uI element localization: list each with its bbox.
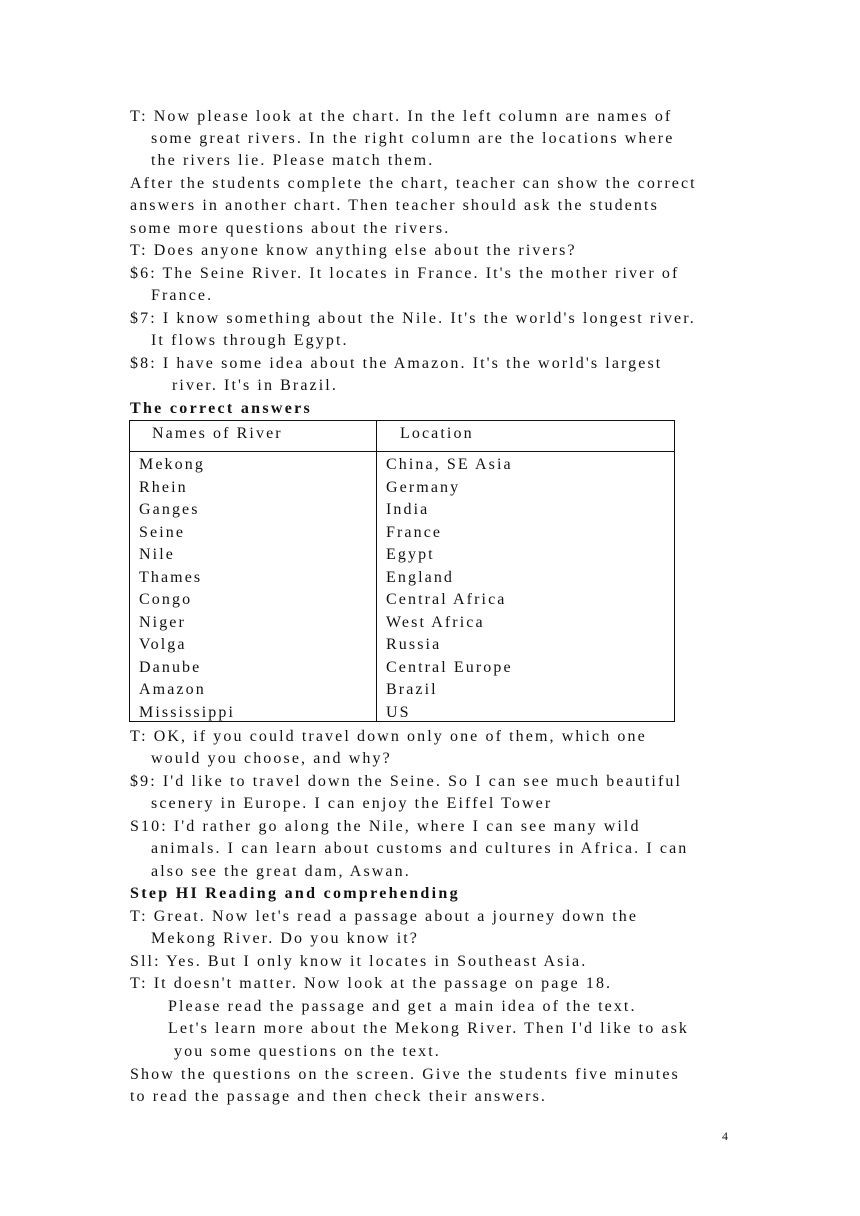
table-cell-river: Seine xyxy=(139,524,186,541)
table-cell-river: Niger xyxy=(139,614,186,631)
text-line: T: OK, if you could travel down only one of them, which one xyxy=(130,728,647,745)
table-cell-river: Rhein xyxy=(139,479,188,496)
text-line: Let's learn more about the Mekong River. Then I'd like to ask xyxy=(168,1020,690,1037)
table-cell-river: Thames xyxy=(139,569,203,586)
text-line: the rivers lie. Please match them. xyxy=(151,152,435,169)
text-line: $8: I have some idea about the Amazon. It's the world's largest xyxy=(130,355,663,372)
text-line: T: Now please look at the chart. In the left column are names of xyxy=(130,108,673,125)
text-line: Please read the passage and get a main idea of the text. xyxy=(168,998,637,1015)
table-cell-location: Central Africa xyxy=(386,591,507,608)
text-line: Show the questions on the screen. Give the students five minutes xyxy=(130,1066,680,1083)
table-cell-river: Amazon xyxy=(139,681,206,698)
text-line: you some questions on the text. xyxy=(174,1043,441,1060)
table-cell-location: Germany xyxy=(386,479,461,496)
table-cell-river: Danube xyxy=(139,659,202,676)
table-header-location: Location xyxy=(400,425,474,442)
text-line: scenery in Europe. I can enjoy the Eiffel Tower xyxy=(151,795,553,812)
text-line: $7: I know something about the Nile. It's the world's longest river. xyxy=(130,310,696,327)
text-line: some great rivers. In the right column are the locations where xyxy=(151,130,675,147)
table-caption: The correct answers xyxy=(130,400,313,417)
table-cell-river: Nile xyxy=(139,546,175,563)
table-cell-location: Egypt xyxy=(386,546,435,563)
table-cell-location: England xyxy=(386,569,455,586)
text-line: After the students complete the chart, teacher can show the correct xyxy=(130,175,697,192)
table-cell-river: Mississippi xyxy=(139,704,236,721)
text-line: also see the great dam, Aswan. xyxy=(151,863,411,880)
text-line: would you choose, and why? xyxy=(151,750,392,767)
text-line: Mekong River. Do you know it? xyxy=(151,930,419,947)
section-heading: Step HI Reading and comprehending xyxy=(130,885,460,902)
text-line: T: Great. Now let's read a passage about a journey down the xyxy=(130,908,639,925)
table-cell-river: Volga xyxy=(139,636,187,653)
text-line: France. xyxy=(151,287,214,304)
text-line: $6: The Seine River. It locates in France. It's the mother river of xyxy=(130,265,680,282)
text-line: river. It's in Brazil. xyxy=(172,377,338,394)
river-table xyxy=(129,420,675,722)
text-line: Sll: Yes. But I only know it locates in Southeast Asia. xyxy=(130,953,588,970)
table-cell-location: Brazil xyxy=(386,681,438,698)
table-column-divider xyxy=(376,421,377,721)
text-line: S10: I'd rather go along the Nile, where I can see many wild xyxy=(130,818,641,835)
table-cell-location: West Africa xyxy=(386,614,485,631)
table-cell-location: China, SE Asia xyxy=(386,456,513,473)
table-cell-location: US xyxy=(386,704,411,721)
text-line: animals. I can learn about customs and cultures in Africa. I can xyxy=(151,840,689,857)
table-cell-river: Ganges xyxy=(139,501,200,518)
table-cell-location: France xyxy=(386,524,443,541)
table-cell-location: Russia xyxy=(386,636,442,653)
text-line: T: It doesn't matter. Now look at the passage on page 18. xyxy=(130,975,613,992)
table-cell-location: India xyxy=(386,501,430,518)
text-line: T: Does anyone know anything else about the rivers? xyxy=(130,242,577,259)
text-line: to read the passage and then check their answers. xyxy=(130,1088,547,1105)
table-header-river: Names of River xyxy=(152,425,283,442)
page-number: 4 xyxy=(722,1129,728,1143)
text-line: answers in another chart. Then teacher should ask the students xyxy=(130,197,659,214)
text-line: some more questions about the rivers. xyxy=(130,220,451,237)
text-line: It flows through Egypt. xyxy=(151,332,349,349)
table-cell-river: Mekong xyxy=(139,456,205,473)
text-line: $9: I'd like to travel down the Seine. So I can see much beautiful xyxy=(130,773,683,790)
table-cell-location: Central Europe xyxy=(386,659,513,676)
table-header-divider xyxy=(130,451,674,452)
table-cell-river: Congo xyxy=(139,591,193,608)
